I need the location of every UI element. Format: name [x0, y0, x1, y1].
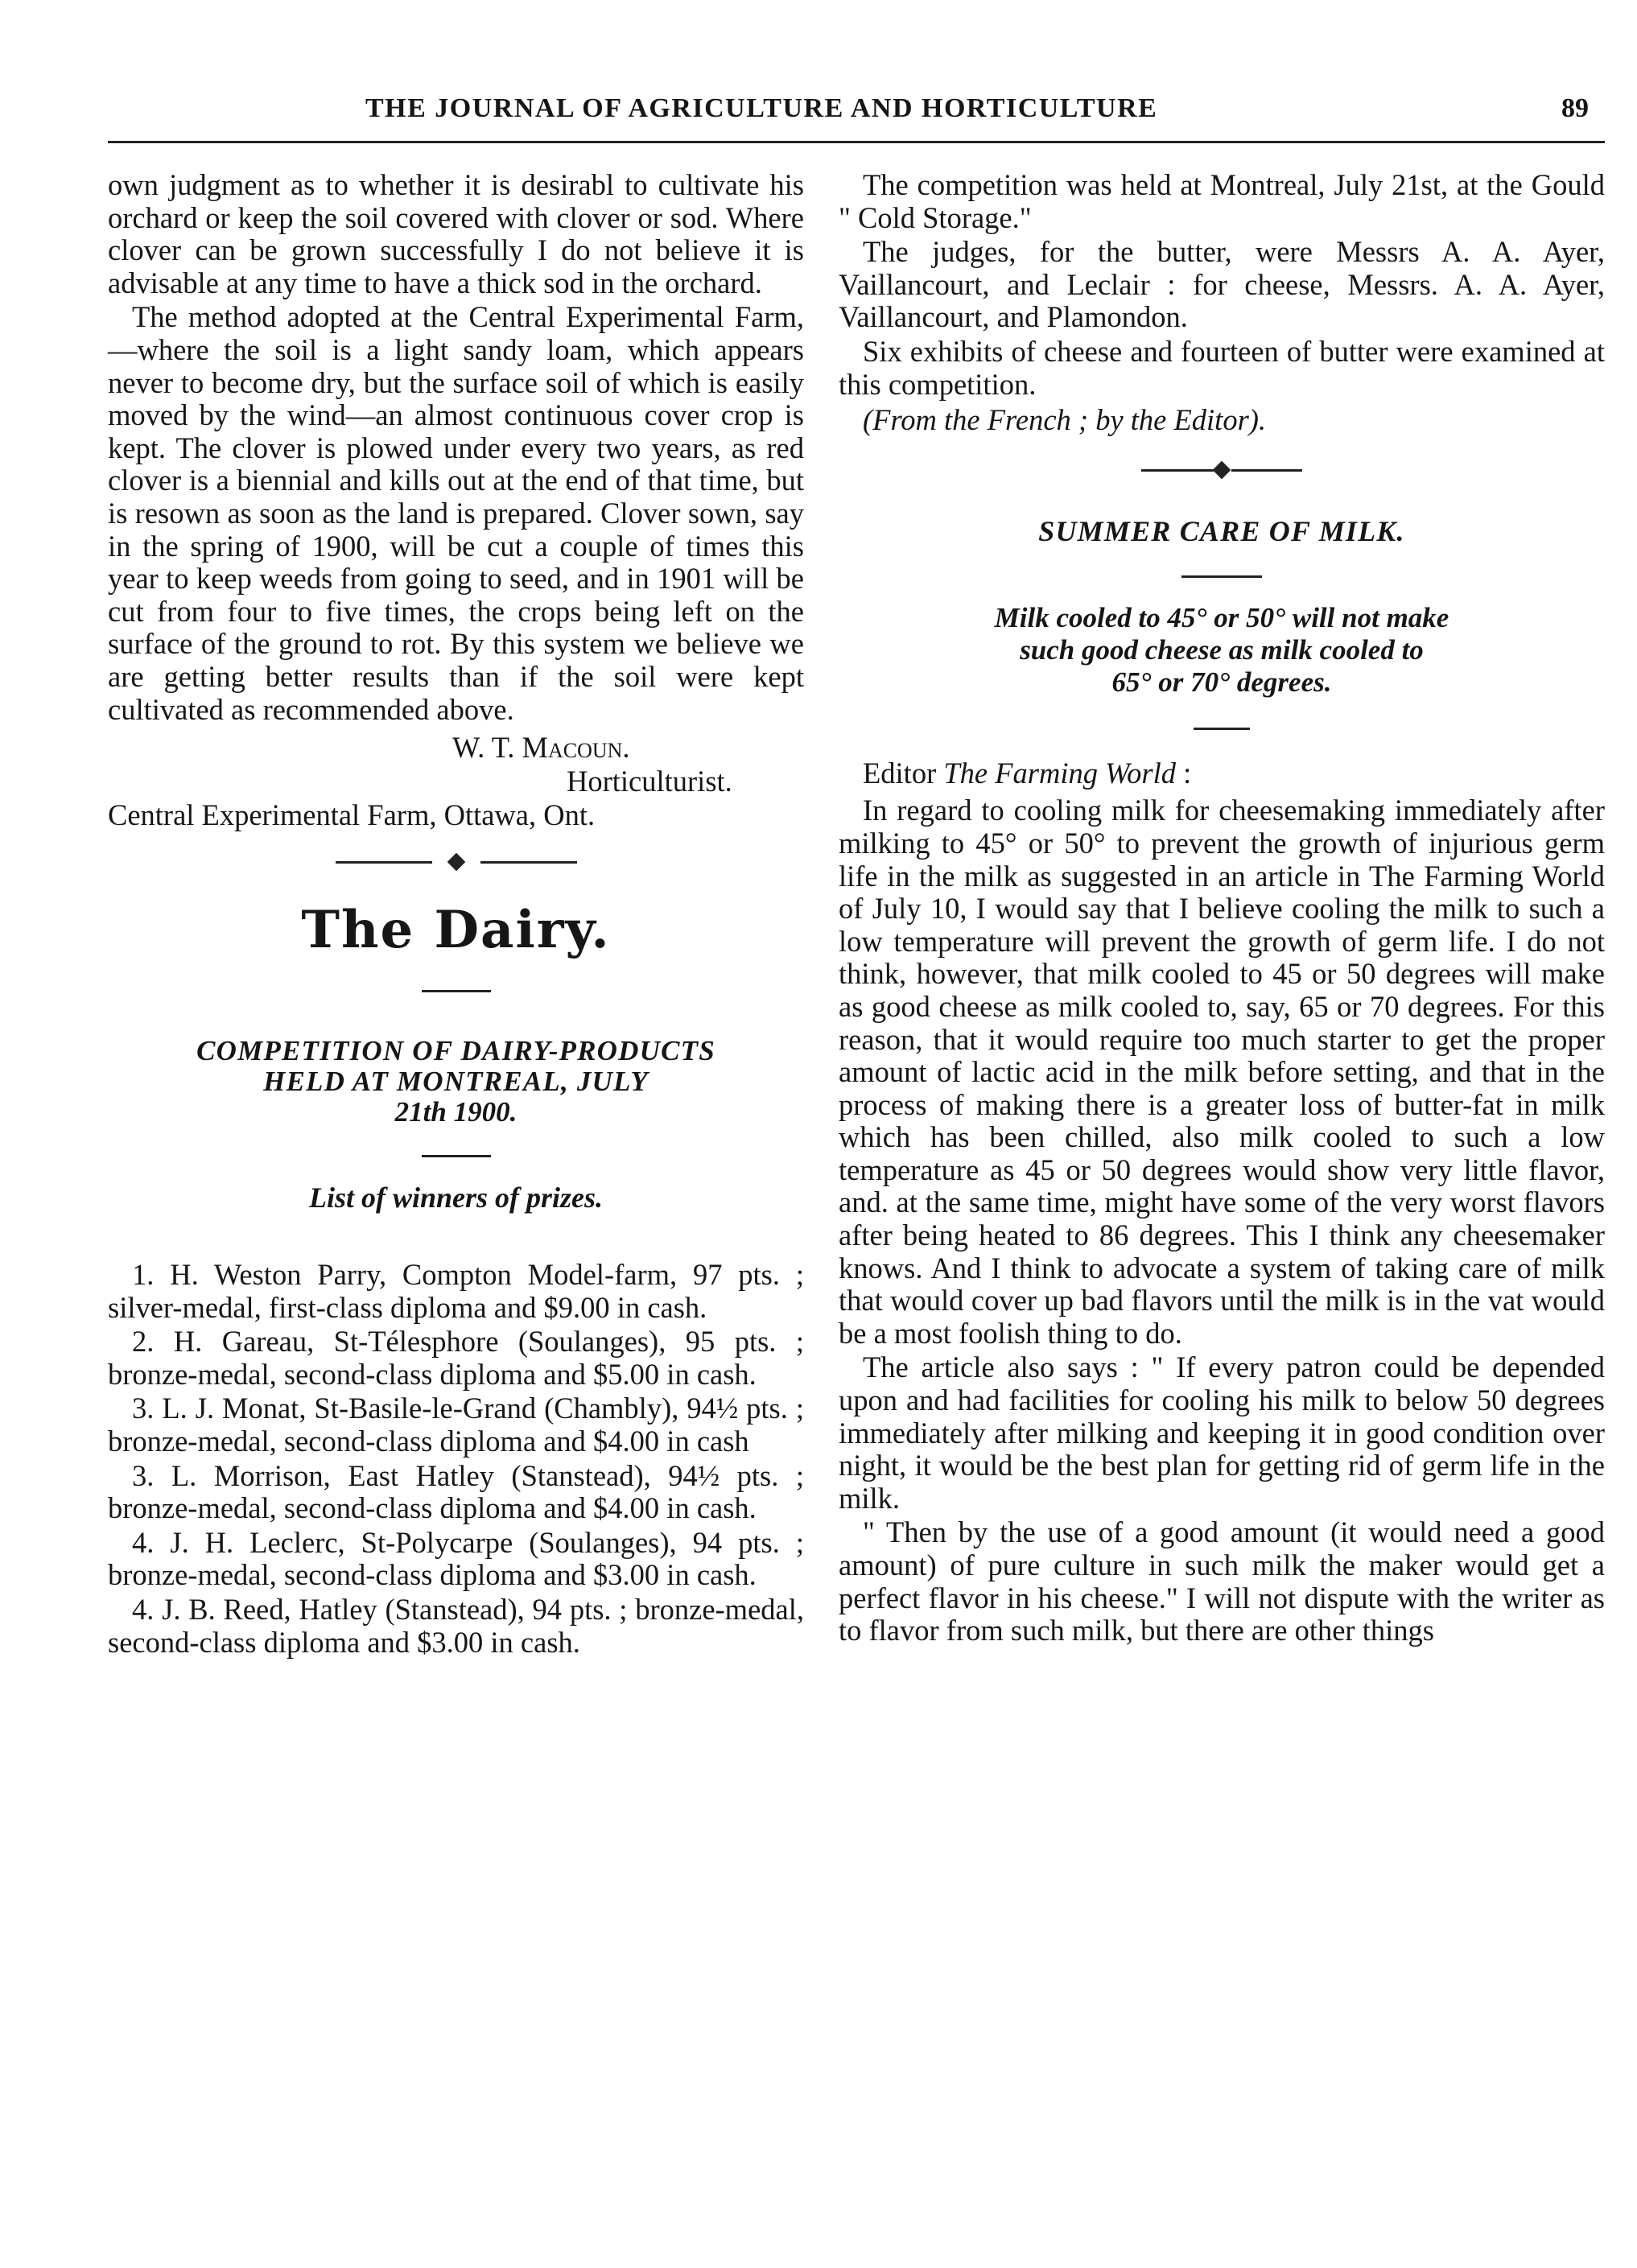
short-rule [422, 1155, 491, 1157]
right-column [839, 169, 1605, 1647]
list-item: 3. L. Morrison, East Hatley (Stanstead), 94½ pts. ; bronze-medal, second-class diploma and $4.00 in cash. [108, 1458, 804, 1525]
list-item: 2. H. Gareau, St-Télesphore (Soulanges), 95 pts. ; bronze-medal, second-class diploma and $5.00 in cash. [108, 1325, 804, 1391]
editor-salutation: Editor The Farming World : [863, 756, 1192, 790]
winners-list-heading: List of winners of prizes. [308, 1181, 604, 1214]
section-title: The Dairy. [301, 900, 611, 961]
letter-paragraph-1: In regard to cooling milk for cheesemaking immediately after milking to 45° or 50° to prevent the growth of injurious germ life in the milk as suggested in an article in The Farming World of July 10, I would say that I believe cooling the milk to such a low temperature will prevent the growth of germ life. I do not think, however, that milk cooled to 45 or 50 degrees will make as good cheese as milk cooled to, say, 65 or 70 degrees. For this reason, that it would require too much starter to get the proper amount of lactic acid in the milk before setting, and that in the process of making there is a greater loss of butter-fat in milk which has been chilled, also milk cooled to such a low temperature as 45 or 50 degrees would show very little flavor, and. at the same time, might have some of the very worst flavors after being heated to 86 degrees. This I think any cheesemaker knows. And I think to advocate a system of taking care of milk that would cover up bad flavors until the milk is in the vat would be a most foolish thing to do. [839, 794, 1605, 1350]
left-column [108, 169, 804, 1659]
letter-paragraph-3: " Then by the use of a good amount (it would need a good amount) of pure culture in such milk the maker would get a perfect flavor in his cheese." I will not dispute with the writer as to flavor from such milk, but there are other things [839, 1515, 1605, 1647]
page-number: 89 [1561, 93, 1589, 123]
short-rule [1181, 575, 1262, 578]
orchard-paragraph-2: The method adopted at the Central Experimental Farm,—where the soil is a light sandy loam, which appears never to become dry, but the surface soil of which is easily moved by the wind—an almost continuous cover crop is kept. The clover is plowed under every two years, as red clover is a biennial and kills out at the end of that time, but is resown as soon as the land is prepared. Clover sown, say in the spring of 1900, will be cut a couple of times this year to keep weeds from going to seed, and in 1901 will be cut from four to five times, the crops being left on the surface of the ground to rot. By this system we believe we are getting better results than if the soil were kept cultivated as recommended above. [108, 300, 804, 726]
list-item: 4. J. B. Reed, Hatley (Stanstead), 94 pts. ; bronze-medal, second-class diploma and $3.00 in cash. [108, 1593, 804, 1659]
orchard-paragraph-1: own judgment as to whether it is desirabl to cultivate his orchard or keep the soil covered with clover or sod. Where clover can be grown successfully I do not believe it is advisable at any time to have a thick sod in the orchard. [108, 168, 804, 299]
summer-care-subheading: Milk cooled to 45° or 50° will not make such good cheese as milk cooled to 65° or 70° degrees. [994, 601, 1449, 698]
signature-title: Horticulturist. [567, 765, 732, 798]
exhibits-paragraph: Six exhibits of cheese and fourteen of butter were examined at this competition. [839, 334, 1605, 401]
source-note: (From the French ; by the Editor). [863, 403, 1267, 437]
signature-name: W. T. Macoun. [452, 731, 630, 765]
ornament-divider [336, 850, 577, 874]
letter-paragraph-2: The article also says : " If every patron could be depended upon and had facilities for cooling his milk to below 50 degrees immediately after milking and keeping it in good condition over night, it would be the best plan for getting rid of germ life in the milk. [839, 1350, 1605, 1515]
list-item: 1. H. Weston Parry, Compton Model-farm, 97 pts. ; silver-medal, first-class diploma and $9.00 in cash. [108, 1258, 804, 1324]
running-header [108, 93, 1605, 142]
short-rule [1194, 728, 1250, 730]
list-item: 3. L. J. Monat, St-Basile-le-Grand (Chambly), 94½ pts. ; bronze-medal, second-class diploma and $4.00 in cash [108, 1392, 804, 1458]
competition-heading: COMPETITION OF DAIRY-PRODUCTS HELD AT MONTREAL, JULY 21th 1900. [196, 1035, 715, 1128]
publication-name: The Farming World [943, 756, 1177, 790]
list-item: 4. J. H. Leclerc, St-Polycarpe (Soulanges), 94 pts. ; bronze-medal, second-class diploma and $3.00 in cash. [108, 1525, 804, 1592]
signature-place: Central Experimental Farm, Ottawa, Ont. [108, 798, 596, 832]
judges-paragraph: The judges, for the butter, were Messrs A. A. Ayer, Vaillancourt, and Leclair : for cheese, Messrs. A. A. Ayer, Vaillancourt, and Plamondon. [839, 235, 1605, 334]
short-rule [422, 990, 491, 992]
ornament-divider [1141, 458, 1302, 482]
competition-paragraph: The competition was held at Montreal, July 21st, at the Gould " Cold Storage." [839, 168, 1605, 234]
header-rule [108, 141, 1605, 143]
winners-list [108, 1259, 804, 1659]
journal-title: THE JOURNAL OF AGRICULTURE AND HORTICULTURE [365, 93, 1158, 123]
summer-care-heading: SUMMER CARE OF MILK. [1038, 514, 1405, 547]
